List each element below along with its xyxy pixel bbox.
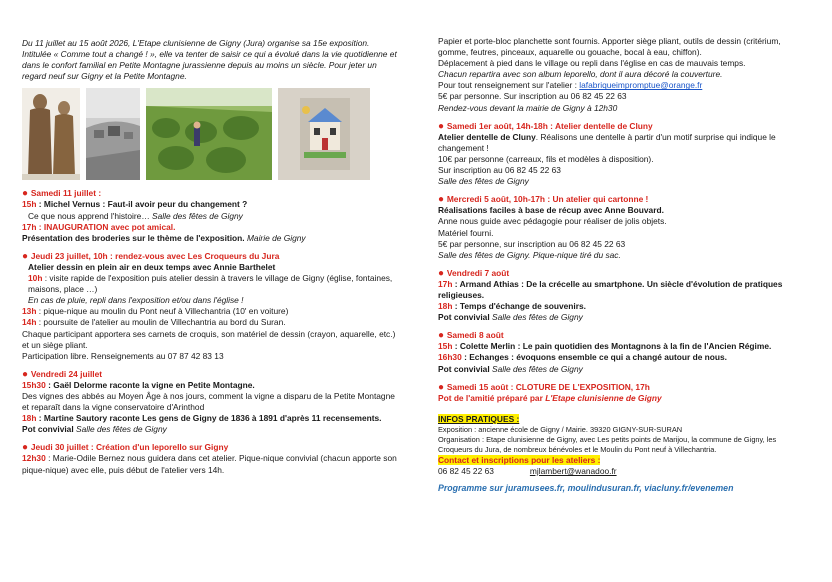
bullet-icon: ● <box>438 330 447 342</box>
info-heading: INFOS PRATIQUES : <box>438 413 520 424</box>
event-title: Mercredi 5 août, 10h-17h : Un atelier qui cartonne ! <box>446 194 649 205</box>
text: Réalisations faciles à base de récup avec Anne Bouvard. <box>438 205 664 216</box>
bullet-icon: ● <box>22 368 31 380</box>
text: Ce que nous apprend l'histoire… <box>28 210 153 221</box>
time: 13h <box>22 306 37 317</box>
talk-title: : Michel Vernus : Faut-il avoir peur du changement ? <box>36 199 248 210</box>
text: Sur inscription au 06 82 45 22 63 <box>438 165 561 176</box>
bullet-icon: ● <box>438 194 447 206</box>
time: 15h <box>22 199 37 210</box>
embroidery-photo <box>278 88 370 180</box>
venue: Rendez-vous devant la mairie de Gigny à 12h30 <box>438 102 618 113</box>
talk-title: : Temps d'échange de souvenirs. <box>452 301 586 312</box>
right-column <box>438 36 810 501</box>
image-strip <box>22 88 398 180</box>
text: : pique-nique au moulin du Pont neuf à Villechantria (10' en voiture) <box>36 306 289 317</box>
text: Exposition : ancienne école de Gigny / Mairie. 39320 GIGNY-SUR-SURAN <box>438 424 683 434</box>
text: : poursuite de l'atelier au moulin de Villechantria au bord du Suran. <box>36 317 286 328</box>
talk-title: : Gaël Delorme raconte la vigne en Petite Montagne. <box>45 379 255 390</box>
time: 15h30 <box>22 379 46 390</box>
practical-info <box>438 414 810 494</box>
text: Papier et porte-bloc planchette sont fournis. Apporter siège pliant, outils de dessin (critérium, gomme, feutres, pinceaux, aquarelle ou gouache, bocal à eau, chiffon). <box>438 36 781 58</box>
email-link[interactable]: lafabriqueimpromptue@orange.fr <box>579 80 703 91</box>
inauguration: 17h : INAUGURATION avec pot amical. <box>22 221 176 232</box>
event-july-24 <box>22 369 398 436</box>
text: Atelier dessin en plein air en deux temps avec Annie Barthelet <box>28 261 276 272</box>
text: : visite rapide de l'exposition puis atelier dessin à travers le village de Gigny (église, fontaines, maisons, place …) <box>28 273 393 295</box>
text: 5€ par personne, sur inscription au 06 82 45 22 63 <box>438 238 626 249</box>
event-title: Jeudi 23 juillet, 10h : rendez-vous avec Les Croqueurs du Jura <box>30 250 280 261</box>
left-column <box>22 38 398 483</box>
text: Chacun repartira avec son album leporello, dont il aura décoré la couverture. <box>438 69 723 80</box>
event-title: Vendredi 7 août <box>446 267 510 278</box>
text: Pot convivial <box>438 363 492 374</box>
text: Déplacement à pied dans le village ou repli dans l'église en cas de mauvais temps. <box>438 58 746 69</box>
time: 10h <box>28 273 43 284</box>
venue: Salle des fêtes de Gigny <box>76 424 167 435</box>
old-village-photo <box>86 88 140 180</box>
contact-heading: Contact et inscriptions pour les ateliers : <box>438 454 601 465</box>
text: Atelier dentelle de Cluny <box>438 131 536 142</box>
text: Matériel fourni. <box>438 227 494 238</box>
text: Anne nous guide avec pédagogie pour réaliser de jolis objets. <box>438 216 667 227</box>
event-aug-1 <box>438 121 810 188</box>
text: 5€ par personne. Sur inscription au 06 82 45 22 63 <box>438 91 627 102</box>
event-july-30 <box>22 442 398 475</box>
event-title: Samedi 11 juillet : <box>30 188 102 199</box>
bullet-icon: ● <box>438 267 447 279</box>
time: 16h30 <box>438 352 462 363</box>
venue: Mairie de Gigny <box>246 232 306 243</box>
text: Participation libre. Renseignements au 07 87 42 83 13 <box>22 350 224 361</box>
time: 14h <box>22 317 37 328</box>
contact-email-link[interactable]: mjlambert@wanadoo.fr <box>529 466 617 476</box>
event-aug-8 <box>438 330 810 374</box>
footer-websites: Programme sur juramusees.fr, moulindusuran.fr, viacluny.fr/evenemen <box>438 483 734 494</box>
time: 18h <box>22 413 37 424</box>
text: : Marie-Odile Bernez nous guidera dans cet atelier. Pique-nique convivial (chacun apporte son pique-nique) avec elle, puis début de l'atelier vers 14h. <box>22 453 397 475</box>
vineyard-photo <box>146 88 272 180</box>
venue: Salle des fêtes de Gigny <box>492 363 583 374</box>
text: Chaque participant apportera ses carnets de croquis, son matériel de dessin (crayon, aquarelle, etc.) et un siège pliant. <box>22 328 396 350</box>
bullet-icon: ● <box>22 188 31 200</box>
venue: Salle des fêtes de Gigny. Pique-nique tiré du sac. <box>438 249 621 260</box>
text: Organisation : Etape clunisienne de Gigny, avec Les petits points de Marijou, la commune de Gigny, les Croqueurs du Jura, de nombreux bénévoles et le Moulin du Pont neuf à Villechantria. <box>438 434 777 454</box>
bullet-icon: ● <box>438 381 447 393</box>
time: 18h <box>438 301 453 312</box>
bullet-icon: ● <box>438 120 447 132</box>
venue: Salle des fêtes de Gigny <box>438 176 529 187</box>
event-title: Jeudi 30 juillet : Création d'un leporello sur Gigny <box>30 442 229 453</box>
text: . Réalisons une dentelle à partir d'un motif surprise qui indique le changement ! <box>438 131 776 153</box>
talk-title: : Armand Athias : De la crécelle au smartphone. Un siècle d'évolution de pratiques religieuses. <box>438 278 783 300</box>
event-july-23 <box>22 251 398 362</box>
time: 12h30 <box>22 453 46 464</box>
sculpted-monks-photo <box>22 88 80 180</box>
event-july-11 <box>22 188 398 243</box>
text: Pour tout renseignement sur l'atelier : <box>438 80 580 91</box>
organizer: L'Etape clunisienne de Gigny <box>545 392 662 403</box>
time: 17h <box>438 278 453 289</box>
talk-title: : Colette Merlin : Le pain quotidien des Montagnons à la fin de l'Ancien Régime. <box>452 341 772 352</box>
event-aug-7 <box>438 268 810 323</box>
event-title: Vendredi 24 juillet <box>30 368 103 379</box>
bullet-icon: ● <box>22 250 31 262</box>
phone: 06 82 45 22 63 <box>438 466 494 476</box>
leporello-continued <box>438 36 810 114</box>
venue: Salle des fêtes de Gigny <box>492 312 583 323</box>
event-title: Samedi 1er août, 14h-18h : Atelier dentelle de Cluny <box>446 120 653 131</box>
talk-title: : Echanges : évoquons ensemble ce qui a changé autour de nous. <box>461 352 728 363</box>
text: Pot convivial <box>438 312 492 323</box>
event-title: Samedi 8 août <box>446 330 504 341</box>
text: 10€ par personne (carreaux, fils et modèles à disposition). <box>438 153 654 164</box>
time: 15h <box>438 341 453 352</box>
event-aug-5 <box>438 194 810 261</box>
talk-title: : Martine Sautory raconte Les gens de Gigny de 1836 à 1891 d'après 11 recensements. <box>36 413 382 424</box>
intro-text: Du 11 juillet au 15 août 2026, L'Etape clunisienne de Gigny (Jura) organise sa 15e exposition. Intitulée « Comme tout a changé ! », elle va tenter de saisir ce qui a évolué dans la vie quotidienne et dans le confort familial en Petite Montagne jurassienne depuis au moins un siècle. Pour jeter un regard neuf sur Gigny et la Petite Montagne. <box>22 38 397 82</box>
text: Présentation des broderies sur le thème de l'exposition. <box>22 232 247 243</box>
event-title: Samedi 15 août : CLOTURE DE L'EXPOSITION, 17h <box>446 381 650 392</box>
venue: Salle des fêtes de Gigny <box>152 210 243 221</box>
bullet-icon: ● <box>22 442 31 454</box>
event-aug-15 <box>438 382 810 404</box>
text: Des vignes des abbés au Moyen Âge à nos jours, comment la vigne a disparu de la Petite Montagne et reparaît dans la vigne conservatoire d'Arinthod <box>22 390 395 413</box>
rain-note: En cas de pluie, repli dans l'exposition et/ou dans l'église ! <box>28 295 244 306</box>
text: Pot de l'amitié préparé par <box>438 392 546 403</box>
text: Pot convivial <box>22 424 76 435</box>
